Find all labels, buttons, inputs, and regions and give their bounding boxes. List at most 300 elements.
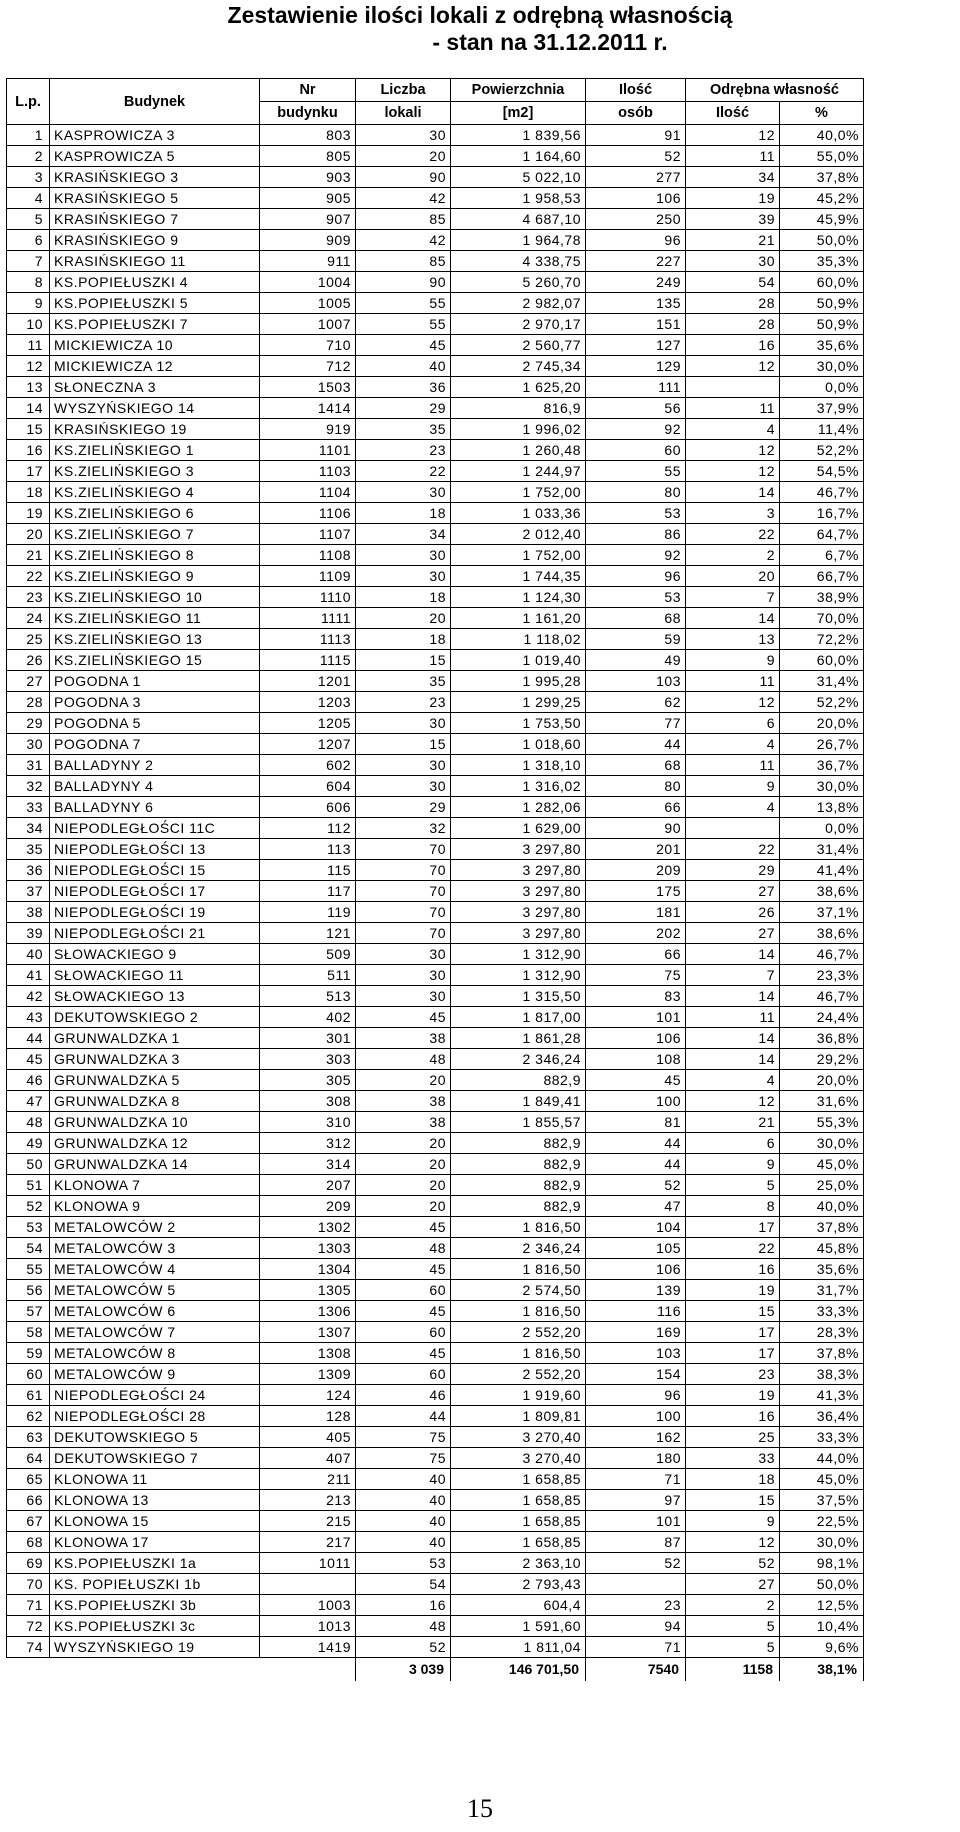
table-row <box>7 734 864 755</box>
row-lp: 22 <box>7 566 50 587</box>
row-lp: 39 <box>7 923 50 944</box>
row-lp: 26 <box>7 650 50 671</box>
row-nr-budynku: 217 <box>260 1532 356 1553</box>
row-nr-budynku: 1309 <box>260 1364 356 1385</box>
row-nr-budynku: 312 <box>260 1133 356 1154</box>
row-ilosc-osob: 81 <box>586 1112 686 1133</box>
row-budynek: METALOWCÓW 3 <box>50 1238 260 1259</box>
row-budynek: BALLADYNY 4 <box>50 776 260 797</box>
row-odrebna-ilosc: 52 <box>686 1553 780 1574</box>
row-ilosc-osob: 108 <box>586 1049 686 1070</box>
row-lp: 52 <box>7 1196 50 1217</box>
row-odrebna-procent: 0,0% <box>780 377 864 398</box>
row-odrebna-ilosc: 4 <box>686 419 780 440</box>
row-liczba-lokali: 20 <box>356 1196 451 1217</box>
row-lp: 28 <box>7 692 50 713</box>
header-liczba: Liczba <box>356 79 451 102</box>
table-row <box>7 713 864 734</box>
row-odrebna-ilosc: 17 <box>686 1343 780 1364</box>
header-odrebna-procent: % <box>780 102 864 125</box>
row-nr-budynku: 1106 <box>260 503 356 524</box>
row-lp: 36 <box>7 860 50 881</box>
table-row <box>7 986 864 1007</box>
row-powierzchnia: 2 363,10 <box>451 1553 586 1574</box>
row-odrebna-ilosc: 11 <box>686 671 780 692</box>
row-lp: 1 <box>7 125 50 146</box>
table-row <box>7 1469 864 1490</box>
row-budynek: METALOWCÓW 7 <box>50 1322 260 1343</box>
row-budynek: KS.POPIEŁUSZKI 4 <box>50 272 260 293</box>
row-odrebna-procent: 60,0% <box>780 650 864 671</box>
row-budynek: SŁOWACKIEGO 9 <box>50 944 260 965</box>
row-nr-budynku: 1104 <box>260 482 356 503</box>
row-odrebna-ilosc: 27 <box>686 881 780 902</box>
row-budynek: KS.ZIELIŃSKIEGO 8 <box>50 545 260 566</box>
row-odrebna-procent: 98,1% <box>780 1553 864 1574</box>
row-odrebna-ilosc <box>686 377 780 398</box>
row-nr-budynku: 121 <box>260 923 356 944</box>
row-budynek: KLONOWA 11 <box>50 1469 260 1490</box>
row-liczba-lokali: 18 <box>356 503 451 524</box>
row-odrebna-ilosc: 21 <box>686 230 780 251</box>
row-budynek: NIEPODLEGŁOŚCI 17 <box>50 881 260 902</box>
row-budynek: KS.ZIELIŃSKIEGO 1 <box>50 440 260 461</box>
row-nr-budynku: 911 <box>260 251 356 272</box>
row-liczba-lokali: 40 <box>356 1511 451 1532</box>
row-nr-budynku: 303 <box>260 1049 356 1070</box>
row-odrebna-ilosc: 9 <box>686 776 780 797</box>
row-liczba-lokali: 38 <box>356 1112 451 1133</box>
row-lp: 35 <box>7 839 50 860</box>
table-row <box>7 524 864 545</box>
row-odrebna-procent: 72,2% <box>780 629 864 650</box>
row-odrebna-ilosc: 11 <box>686 398 780 419</box>
row-powierzchnia: 1 816,50 <box>451 1259 586 1280</box>
row-nr-budynku: 1110 <box>260 587 356 608</box>
table-row <box>7 881 864 902</box>
row-odrebna-ilosc: 14 <box>686 986 780 1007</box>
row-ilosc-osob: 55 <box>586 461 686 482</box>
row-budynek: KRASIŃSKIEGO 9 <box>50 230 260 251</box>
table-row <box>7 1238 864 1259</box>
row-liczba-lokali: 20 <box>356 1154 451 1175</box>
table-row <box>7 1112 864 1133</box>
row-nr-budynku: 1307 <box>260 1322 356 1343</box>
row-ilosc-osob: 96 <box>586 230 686 251</box>
row-powierzchnia: 3 297,80 <box>451 902 586 923</box>
row-odrebna-ilosc: 11 <box>686 146 780 167</box>
table-row <box>7 1175 864 1196</box>
table-row <box>7 797 864 818</box>
row-budynek: KS.POPIEŁUSZKI 3b <box>50 1595 260 1616</box>
row-liczba-lokali: 29 <box>356 797 451 818</box>
table-row <box>7 230 864 251</box>
row-odrebna-procent: 29,2% <box>780 1049 864 1070</box>
row-ilosc-osob: 75 <box>586 965 686 986</box>
row-lp: 25 <box>7 629 50 650</box>
row-ilosc-osob: 162 <box>586 1427 686 1448</box>
row-odrebna-procent: 20,0% <box>780 1070 864 1091</box>
row-lp: 69 <box>7 1553 50 1574</box>
row-powierzchnia: 816,9 <box>451 398 586 419</box>
row-odrebna-ilosc: 19 <box>686 1385 780 1406</box>
row-nr-budynku: 1503 <box>260 377 356 398</box>
table-row <box>7 1637 864 1658</box>
total-lokali: 3 039 <box>356 1658 451 1681</box>
row-ilosc-osob: 106 <box>586 1259 686 1280</box>
row-nr-budynku: 602 <box>260 755 356 776</box>
row-powierzchnia: 1 849,41 <box>451 1091 586 1112</box>
total-odrebna-procent: 38,1% <box>780 1658 864 1681</box>
row-odrebna-ilosc: 11 <box>686 755 780 776</box>
row-odrebna-ilosc: 23 <box>686 1364 780 1385</box>
row-budynek: KLONOWA 7 <box>50 1175 260 1196</box>
row-odrebna-procent: 38,9% <box>780 587 864 608</box>
table-row <box>7 125 864 146</box>
row-odrebna-ilosc: 7 <box>686 587 780 608</box>
table-row <box>7 377 864 398</box>
row-odrebna-ilosc: 26 <box>686 902 780 923</box>
table-row <box>7 860 864 881</box>
row-powierzchnia: 2 560,77 <box>451 335 586 356</box>
row-nr-budynku: 314 <box>260 1154 356 1175</box>
row-ilosc-osob: 68 <box>586 608 686 629</box>
row-nr-budynku: 1013 <box>260 1616 356 1637</box>
row-odrebna-procent: 23,3% <box>780 965 864 986</box>
row-powierzchnia: 1 816,50 <box>451 1301 586 1322</box>
row-lp: 11 <box>7 335 50 356</box>
row-odrebna-ilosc: 21 <box>686 1112 780 1133</box>
row-powierzchnia: 882,9 <box>451 1154 586 1175</box>
row-odrebna-ilosc: 12 <box>686 692 780 713</box>
table-row <box>7 503 864 524</box>
row-lp: 60 <box>7 1364 50 1385</box>
row-odrebna-procent: 37,5% <box>780 1490 864 1511</box>
row-lp: 7 <box>7 251 50 272</box>
row-powierzchnia: 5 022,10 <box>451 167 586 188</box>
row-powierzchnia: 1 958,53 <box>451 188 586 209</box>
table-row <box>7 167 864 188</box>
row-nr-budynku: 710 <box>260 335 356 356</box>
row-budynek: NIEPODLEGŁOŚCI 15 <box>50 860 260 881</box>
table-row <box>7 650 864 671</box>
row-liczba-lokali: 15 <box>356 650 451 671</box>
row-lp: 45 <box>7 1049 50 1070</box>
row-nr-budynku: 308 <box>260 1091 356 1112</box>
row-odrebna-procent: 60,0% <box>780 272 864 293</box>
row-odrebna-ilosc: 12 <box>686 1091 780 1112</box>
row-ilosc-osob: 71 <box>586 1469 686 1490</box>
row-powierzchnia: 2 793,43 <box>451 1574 586 1595</box>
row-odrebna-ilosc: 7 <box>686 965 780 986</box>
row-odrebna-ilosc: 15 <box>686 1301 780 1322</box>
row-odrebna-procent: 70,0% <box>780 608 864 629</box>
row-liczba-lokali: 42 <box>356 230 451 251</box>
row-odrebna-ilosc: 19 <box>686 1280 780 1301</box>
row-budynek: NIEPODLEGŁOŚCI 13 <box>50 839 260 860</box>
row-odrebna-procent: 45,0% <box>780 1154 864 1175</box>
row-odrebna-procent: 38,6% <box>780 881 864 902</box>
row-nr-budynku: 115 <box>260 860 356 881</box>
table-row <box>7 251 864 272</box>
row-lp: 33 <box>7 797 50 818</box>
header-nr: Nr <box>260 79 356 102</box>
row-ilosc-osob: 49 <box>586 650 686 671</box>
row-budynek: KS.ZIELIŃSKIEGO 6 <box>50 503 260 524</box>
row-ilosc-osob: 56 <box>586 398 686 419</box>
row-odrebna-procent: 40,0% <box>780 125 864 146</box>
row-budynek: METALOWCÓW 6 <box>50 1301 260 1322</box>
row-ilosc-osob: 169 <box>586 1322 686 1343</box>
row-nr-budynku: 1103 <box>260 461 356 482</box>
row-nr-budynku: 310 <box>260 1112 356 1133</box>
row-powierzchnia: 1 658,85 <box>451 1532 586 1553</box>
row-odrebna-procent: 37,1% <box>780 902 864 923</box>
row-powierzchnia: 2 552,20 <box>451 1322 586 1343</box>
row-ilosc-osob: 71 <box>586 1637 686 1658</box>
row-lp: 48 <box>7 1112 50 1133</box>
row-powierzchnia: 1 995,28 <box>451 671 586 692</box>
row-odrebna-ilosc: 9 <box>686 650 780 671</box>
table-row <box>7 398 864 419</box>
row-odrebna-ilosc: 28 <box>686 314 780 335</box>
row-odrebna-procent: 31,4% <box>780 839 864 860</box>
row-powierzchnia: 2 970,17 <box>451 314 586 335</box>
row-odrebna-procent: 36,4% <box>780 1406 864 1427</box>
row-odrebna-procent: 30,0% <box>780 1133 864 1154</box>
row-powierzchnia: 1 019,40 <box>451 650 586 671</box>
row-budynek: DEKUTOWSKIEGO 5 <box>50 1427 260 1448</box>
row-powierzchnia: 1 244,97 <box>451 461 586 482</box>
row-liczba-lokali: 40 <box>356 1469 451 1490</box>
row-liczba-lokali: 45 <box>356 1007 451 1028</box>
row-budynek: MICKIEWICZA 10 <box>50 335 260 356</box>
table-row <box>7 587 864 608</box>
row-budynek: KRASIŃSKIEGO 3 <box>50 167 260 188</box>
header-osob: osób <box>586 102 686 125</box>
row-odrebna-procent: 64,7% <box>780 524 864 545</box>
row-odrebna-ilosc: 16 <box>686 1406 780 1427</box>
row-powierzchnia: 2 012,40 <box>451 524 586 545</box>
row-budynek: KS. POPIEŁUSZKI 1b <box>50 1574 260 1595</box>
row-nr-budynku: 1203 <box>260 692 356 713</box>
row-odrebna-procent: 35,6% <box>780 335 864 356</box>
table-row <box>7 1532 864 1553</box>
row-liczba-lokali: 38 <box>356 1091 451 1112</box>
row-liczba-lokali: 38 <box>356 1028 451 1049</box>
row-budynek: KLONOWA 9 <box>50 1196 260 1217</box>
row-nr-budynku: 301 <box>260 1028 356 1049</box>
table-row <box>7 776 864 797</box>
row-nr-budynku: 1308 <box>260 1343 356 1364</box>
row-nr-budynku: 712 <box>260 356 356 377</box>
row-lp: 42 <box>7 986 50 1007</box>
row-odrebna-procent: 25,0% <box>780 1175 864 1196</box>
table-row <box>7 1322 864 1343</box>
row-powierzchnia: 1 164,60 <box>451 146 586 167</box>
row-liczba-lokali: 60 <box>356 1364 451 1385</box>
row-odrebna-procent: 30,0% <box>780 1532 864 1553</box>
row-budynek: KS.ZIELIŃSKIEGO 15 <box>50 650 260 671</box>
row-liczba-lokali: 20 <box>356 1175 451 1196</box>
header-lp: L.p. <box>7 79 50 125</box>
row-budynek: GRUNWALDZKA 12 <box>50 1133 260 1154</box>
row-ilosc-osob: 83 <box>586 986 686 1007</box>
row-budynek: NIEPODLEGŁOŚCI 24 <box>50 1385 260 1406</box>
row-odrebna-procent: 35,3% <box>780 251 864 272</box>
row-powierzchnia: 3 270,40 <box>451 1427 586 1448</box>
row-budynek: KLONOWA 13 <box>50 1490 260 1511</box>
row-lp: 51 <box>7 1175 50 1196</box>
row-powierzchnia: 604,4 <box>451 1595 586 1616</box>
row-odrebna-procent: 46,7% <box>780 986 864 1007</box>
row-ilosc-osob: 97 <box>586 1490 686 1511</box>
row-nr-budynku: 402 <box>260 1007 356 1028</box>
table-row <box>7 902 864 923</box>
row-ilosc-osob: 209 <box>586 860 686 881</box>
row-budynek: METALOWCÓW 8 <box>50 1343 260 1364</box>
row-odrebna-procent: 28,3% <box>780 1322 864 1343</box>
row-powierzchnia: 1 839,56 <box>451 125 586 146</box>
row-odrebna-procent: 30,0% <box>780 356 864 377</box>
row-ilosc-osob: 104 <box>586 1217 686 1238</box>
row-lp: 5 <box>7 209 50 230</box>
table-row <box>7 1070 864 1091</box>
header-row-1 <box>7 79 864 102</box>
row-odrebna-ilosc: 9 <box>686 1511 780 1532</box>
row-ilosc-osob: 101 <box>586 1511 686 1532</box>
row-powierzchnia: 1 658,85 <box>451 1490 586 1511</box>
row-budynek: KASPROWICZA 3 <box>50 125 260 146</box>
table-row <box>7 461 864 482</box>
row-powierzchnia: 1 625,20 <box>451 377 586 398</box>
row-powierzchnia: 1 817,00 <box>451 1007 586 1028</box>
row-budynek: POGODNA 1 <box>50 671 260 692</box>
row-powierzchnia: 1 316,02 <box>451 776 586 797</box>
row-ilosc-osob: 59 <box>586 629 686 650</box>
row-ilosc-osob: 151 <box>586 314 686 335</box>
row-lp: 47 <box>7 1091 50 1112</box>
row-ilosc-osob: 135 <box>586 293 686 314</box>
row-liczba-lokali: 40 <box>356 1532 451 1553</box>
row-lp: 44 <box>7 1028 50 1049</box>
row-odrebna-procent: 55,3% <box>780 1112 864 1133</box>
row-ilosc-osob: 92 <box>586 419 686 440</box>
row-nr-budynku: 1303 <box>260 1238 356 1259</box>
row-powierzchnia: 1 161,20 <box>451 608 586 629</box>
row-odrebna-procent: 13,8% <box>780 797 864 818</box>
row-ilosc-osob: 62 <box>586 692 686 713</box>
row-odrebna-procent: 46,7% <box>780 944 864 965</box>
row-odrebna-ilosc: 16 <box>686 1259 780 1280</box>
row-nr-budynku: 1414 <box>260 398 356 419</box>
row-nr-budynku: 907 <box>260 209 356 230</box>
row-odrebna-ilosc: 6 <box>686 1133 780 1154</box>
row-ilosc-osob: 129 <box>586 356 686 377</box>
row-nr-budynku: 213 <box>260 1490 356 1511</box>
row-ilosc-osob: 66 <box>586 797 686 818</box>
row-ilosc-osob: 77 <box>586 713 686 734</box>
row-liczba-lokali: 18 <box>356 629 451 650</box>
row-odrebna-procent: 44,0% <box>780 1448 864 1469</box>
row-ilosc-osob: 250 <box>586 209 686 230</box>
row-ilosc-osob: 86 <box>586 524 686 545</box>
row-liczba-lokali: 70 <box>356 902 451 923</box>
row-lp: 21 <box>7 545 50 566</box>
row-odrebna-ilosc: 29 <box>686 860 780 881</box>
row-lp: 68 <box>7 1532 50 1553</box>
header-odrebna-wlasnosc: Odrębna własność <box>686 79 864 102</box>
row-liczba-lokali: 20 <box>356 146 451 167</box>
table-row <box>7 1196 864 1217</box>
row-nr-budynku: 1101 <box>260 440 356 461</box>
row-odrebna-ilosc: 4 <box>686 1070 780 1091</box>
row-ilosc-osob: 90 <box>586 818 686 839</box>
row-odrebna-ilosc: 14 <box>686 1049 780 1070</box>
row-powierzchnia: 1 752,00 <box>451 482 586 503</box>
table-row <box>7 1133 864 1154</box>
row-odrebna-procent: 24,4% <box>780 1007 864 1028</box>
row-powierzchnia: 882,9 <box>451 1133 586 1154</box>
row-odrebna-procent: 50,0% <box>780 230 864 251</box>
row-nr-budynku: 1304 <box>260 1259 356 1280</box>
table-row <box>7 314 864 335</box>
row-lp: 13 <box>7 377 50 398</box>
row-lp: 57 <box>7 1301 50 1322</box>
row-powierzchnia: 1 816,50 <box>451 1343 586 1364</box>
row-nr-budynku: 1113 <box>260 629 356 650</box>
row-budynek: MICKIEWICZA 12 <box>50 356 260 377</box>
row-budynek: KS.POPIEŁUSZKI 5 <box>50 293 260 314</box>
table-row <box>7 209 864 230</box>
row-odrebna-procent: 41,4% <box>780 860 864 881</box>
row-lp: 10 <box>7 314 50 335</box>
row-liczba-lokali: 54 <box>356 1574 451 1595</box>
row-odrebna-ilosc <box>686 818 780 839</box>
header-m2: [m2] <box>451 102 586 125</box>
row-lp: 49 <box>7 1133 50 1154</box>
row-liczba-lokali: 90 <box>356 272 451 293</box>
table-row <box>7 419 864 440</box>
row-liczba-lokali: 30 <box>356 125 451 146</box>
row-odrebna-ilosc: 12 <box>686 461 780 482</box>
table-row <box>7 188 864 209</box>
row-odrebna-procent: 16,7% <box>780 503 864 524</box>
row-nr-budynku: 211 <box>260 1469 356 1490</box>
row-budynek: KS.ZIELIŃSKIEGO 3 <box>50 461 260 482</box>
row-odrebna-procent: 66,7% <box>780 566 864 587</box>
row-liczba-lokali: 44 <box>356 1406 451 1427</box>
row-odrebna-procent: 20,0% <box>780 713 864 734</box>
row-powierzchnia: 1 744,35 <box>451 566 586 587</box>
row-lp: 72 <box>7 1616 50 1637</box>
row-ilosc-osob: 52 <box>586 1553 686 1574</box>
table-body <box>7 125 864 1658</box>
row-odrebna-procent: 40,0% <box>780 1196 864 1217</box>
table-row <box>7 1091 864 1112</box>
row-budynek: KRASIŃSKIEGO 5 <box>50 188 260 209</box>
row-ilosc-osob: 96 <box>586 1385 686 1406</box>
row-liczba-lokali: 40 <box>356 356 451 377</box>
row-lp: 59 <box>7 1343 50 1364</box>
row-lp: 56 <box>7 1280 50 1301</box>
row-nr-budynku: 405 <box>260 1427 356 1448</box>
row-odrebna-ilosc: 2 <box>686 1595 780 1616</box>
table-row <box>7 482 864 503</box>
row-nr-budynku: 513 <box>260 986 356 1007</box>
row-budynek: NIEPODLEGŁOŚCI 19 <box>50 902 260 923</box>
row-liczba-lokali: 45 <box>356 1343 451 1364</box>
